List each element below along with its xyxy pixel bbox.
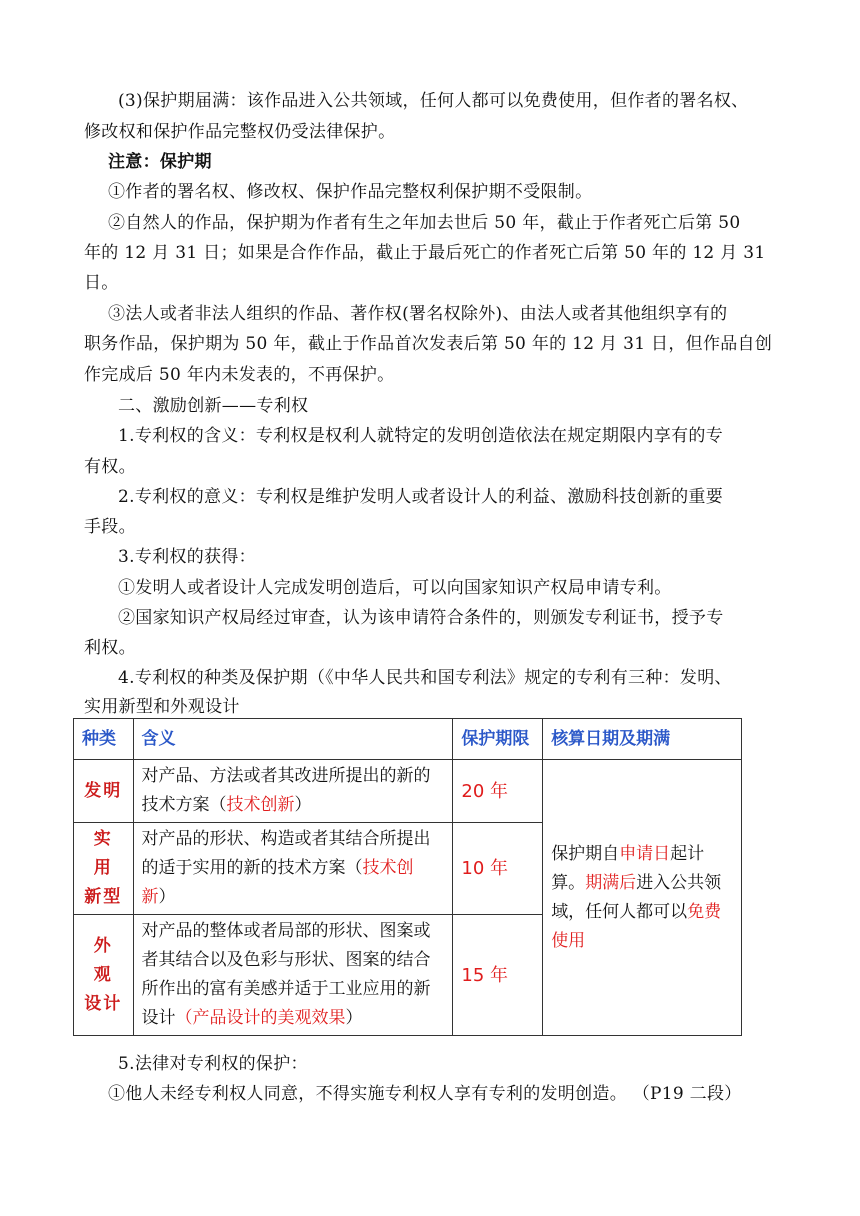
note-item: ②自然人的作品，保护期为作者有生之年加去世后 50 年，截止于作者死亡后第 50 xyxy=(108,213,741,233)
column-header: 核算日期及期满 xyxy=(543,719,742,760)
kind-label: 新型 xyxy=(84,887,123,907)
paragraph-line: 3.专利权的获得： xyxy=(118,547,256,567)
meaning-cell xyxy=(133,915,453,1036)
meaning-text: 对产品、方法或者其改进所提出的新的技术方案（ xyxy=(141,766,431,815)
note-title: 注意：保护期 xyxy=(108,152,212,172)
paragraph-line: 利权。 xyxy=(84,638,136,658)
paragraph-line: ②国家知识产权局经过审查，认为该申请符合条件的，则颁发专利证书，授予专 xyxy=(118,608,724,628)
paragraph-line: 4.专利权的种类及保护期（《中华人民共和国专利法》规定的专利有三种：发明、 xyxy=(118,668,732,688)
note-item: 职务作品，保护期为 50 年，截止于作品首次发表后第 50 年的 12 月 31 日，但作品自创 xyxy=(84,334,773,354)
calc-text: 保护期自 xyxy=(551,843,620,864)
kind-cell xyxy=(74,823,134,915)
note-item: ③法人或者非法人组织的作品、著作权(署名权除外)、由法人或者其他组织享有的 xyxy=(108,304,728,324)
paragraph-line: 实用新型和外观设计 xyxy=(84,697,240,717)
note-item: 年的 12 月 31 日；如果是合作作品，截止于最后死亡的作者死亡后第 50 年的 12 月 31 xyxy=(84,243,766,263)
calc-highlight: 免费使用 xyxy=(551,901,722,951)
paragraph-line: 2.专利权的意义：专利权是维护发明人或者设计人的利益、激励科技创新的重要 xyxy=(118,487,724,507)
meaning-highlight: 产品设计的美观效果 xyxy=(192,1008,346,1028)
meaning-text: 对产品的整体或者局部的形状、图案或者其结合以及色彩与形状、图案的结合所作出的富有美感并适于工业应用的新设计 xyxy=(141,921,431,1028)
paragraph-line: 修改权和保护作品完整权仍受法律保护。 xyxy=(84,122,396,142)
kind-label: 实 用 xyxy=(93,829,113,878)
calc-highlight: 申请日 xyxy=(619,843,671,864)
calc-text: 进入公共领域，任何人都可以 xyxy=(551,872,722,922)
meaning-cell xyxy=(133,760,453,823)
note-item: 日。 xyxy=(84,273,119,293)
note-item: 作完成后 50 年内未发表的，不再保护。 xyxy=(84,365,395,385)
section-heading: 二、激励创新——专利权 xyxy=(118,396,309,416)
kind-label: 设计 xyxy=(84,993,123,1014)
years-cell: 10 年 xyxy=(453,823,543,915)
kind-cell xyxy=(74,915,134,1036)
meaning-tail: ） xyxy=(294,795,312,815)
meaning-tail: ） xyxy=(158,887,176,907)
table-header-row xyxy=(74,719,742,760)
kind-cell: 发明 xyxy=(74,760,134,823)
meaning-text: 对产品的形状、构造或者其结合所提出的适于实用的新的技术方案（ xyxy=(141,829,431,878)
note-item: ①作者的署名权、修改权、保护作品完整权利保护期不受限制。 xyxy=(108,182,593,202)
column-header: 保护期限 xyxy=(453,719,543,760)
paragraph-line: 有权。 xyxy=(84,457,136,477)
paragraph-line: (3)保护期届满：该作品进入公共领域，任何人都可以免费使用，但作者的署名权、 xyxy=(118,91,749,111)
paragraph-line: 5.法律对专利权的保护： xyxy=(118,1054,308,1074)
meaning-tail: ） xyxy=(345,1008,363,1028)
paragraph-line: 1.专利权的含义：专利权是权利人就特定的发明创造依法在规定期限内享有的专 xyxy=(118,426,724,446)
column-header: 种类 xyxy=(74,719,134,760)
calc-cell xyxy=(543,760,742,1036)
years-cell: 15 年 xyxy=(453,915,543,1036)
column-header: 含义 xyxy=(133,719,453,760)
calc-text: 起计算。 xyxy=(551,843,705,893)
calc-highlight: 期满后 xyxy=(585,872,637,893)
kind-label: 外 观 xyxy=(93,935,113,985)
meaning-highlight: 技术创新 xyxy=(141,858,414,907)
paragraph-line: 手段。 xyxy=(84,517,136,537)
meaning-open: （ xyxy=(175,1008,193,1028)
years-cell: 20 年 xyxy=(453,760,543,823)
table-row xyxy=(74,760,742,823)
meaning-cell xyxy=(133,823,453,915)
meaning-highlight: 技术创新 xyxy=(226,795,295,815)
paragraph-line: ①他人未经专利权人同意，不得实施专利权人享有专利的发明创造。 （P19 二段） xyxy=(108,1084,742,1104)
patent-table xyxy=(73,718,742,1036)
paragraph-line: ①发明人或者设计人完成发明创造后，可以向国家知识产权局申请专利。 xyxy=(118,578,672,598)
